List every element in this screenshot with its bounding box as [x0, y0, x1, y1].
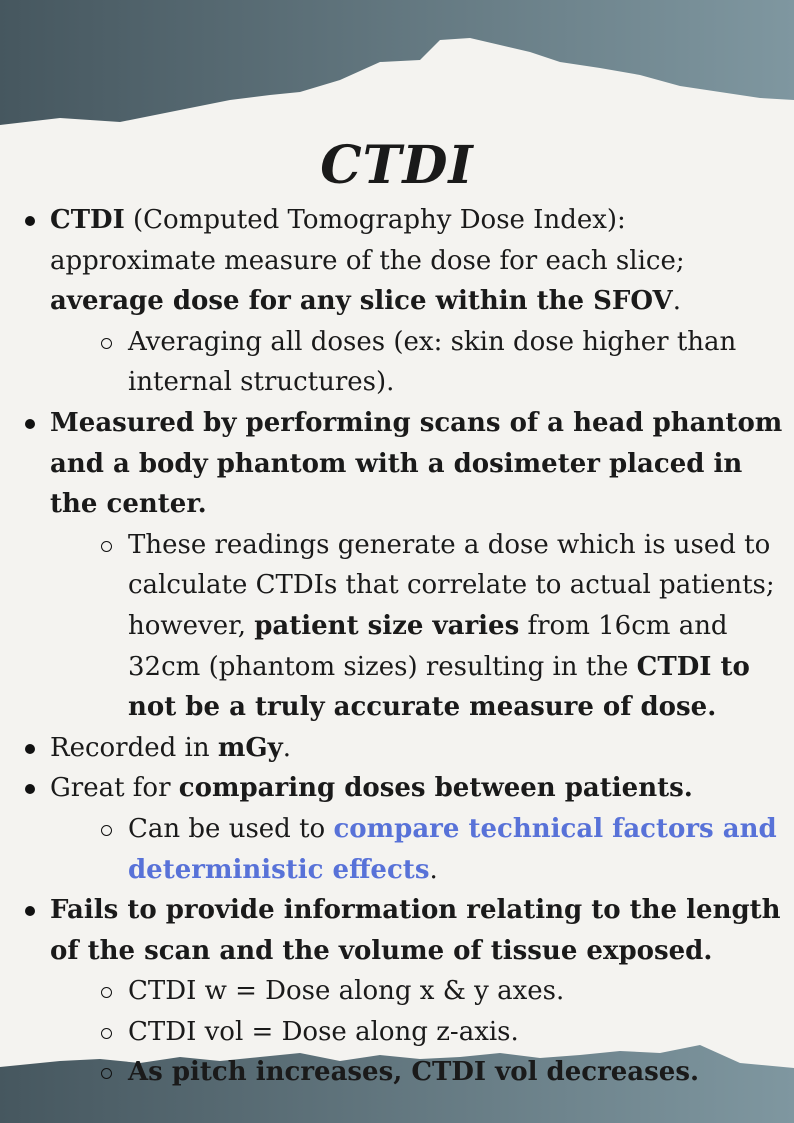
page-title: CTDI	[320, 135, 474, 196]
list-item-fails: Fails to provide information relating to the length of the scan and the volume of tissue exposed. CTDI w = Dose along x & y axes. CTDI vol = Dose along z-axis. As pitch increases, CTDI vol decreases.	[22, 890, 792, 1093]
bullet-list	[22, 200, 792, 1093]
sub-item-ctdi-vol: CTDI vol = Dose along z-axis.	[50, 1012, 792, 1053]
list-item-measured: Measured by performing scans of a head phantom and a body phantom with a dosimeter placed in the center. These readings generate a dose which is used to calculate CTDIs that correlate to actual patients; however, patient size varies from 16cm and 32cm (phantom sizes) resulting in the CTDI to not be a truly accurate measure of dose.	[22, 403, 792, 728]
highlight-link-text: compare technical factors and deterministic effects	[128, 813, 777, 885]
sub-item-readings: These readings generate a dose which is used to calculate CTDIs that correlate to actual patients; however, patient size varies from 16cm and 32cm (phantom sizes) resulting in the CTDI to not be a truly accurate measure of dose.	[50, 525, 792, 728]
sub-item-averaging: Averaging all doses (ex: skin dose higher than internal structures).	[50, 322, 792, 403]
list-item-comparing: Great for comparing doses between patients. Can be used to compare technical factors and deterministic effects.	[22, 768, 792, 890]
list-item-recorded: Recorded in mGy.	[22, 728, 792, 769]
sub-item-ctdi-w: CTDI w = Dose along x & y axes.	[50, 971, 792, 1012]
list-item-ctdi-definition: CTDI (Computed Tomography Dose Index): approximate measure of the dose for each slice; average dose for any slice within the SFOV. Averaging all doses (ex: skin dose higher than internal structures).	[22, 200, 792, 403]
sub-item-technical-factors: Can be used to compare technical factors and deterministic effects.	[50, 809, 792, 890]
sub-item-pitch: As pitch increases, CTDI vol decreases.	[50, 1052, 792, 1093]
